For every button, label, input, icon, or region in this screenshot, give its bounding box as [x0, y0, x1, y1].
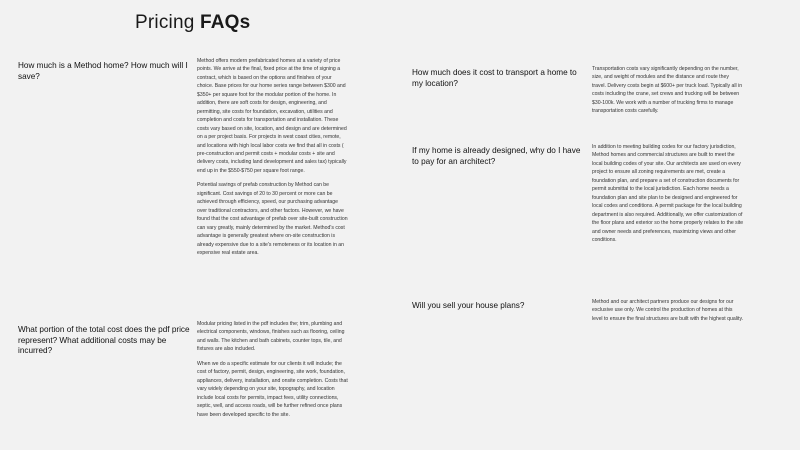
page-title-pricing: Pricing: [135, 12, 195, 33]
faq-answer-paragraph: When we do a specific estimate for our clients it will include; the cost of factory, permit, design, engineering, site work, foundation, appliances, delivery, installation, and onsite completion. Costs that vary widely depending on your site, topography, and location include local costs for permits, impact fees, utility connections, septic, well, and access roads, will be further refined once plans have been developed specific to the site.: [197, 360, 348, 418]
faq-answer-paragraph: Method and our architect partners produce our designs for our exclusive use only. We control the production of homes at this level to ensure the final structures are built with the highest quality.: [592, 299, 744, 322]
faq-answer-paragraph: Modular pricing listed in the pdf includes the; trim, plumbing and electrical components, windows, finishes such as flooring, ceiling and walls. The kitchen and bath cabinets, counter tops, tile, and fixtures are also included.: [197, 321, 345, 353]
faq-question-pdf-price: What portion of the total cost does the pdf price represent? What additional costs may be incurred?: [18, 325, 190, 355]
faq-answer-architect: [592, 143, 744, 244]
faq-answer-pdf-price: [197, 320, 349, 419]
faq-answer-paragraph: Potential savings of prefab construction by Method can be significant. Cost savings of 20 to 30 percent or more can be achieved through efficiency, speed, our purchasing advantage over traditional contractors, and other factors. However, we have found that the cost advantage of prefab over site-built construction can vary greatly, mainly determined by the market. Method's cost advantage is generally greatest where on-site construction is already expensive due to a site's remoteness or its location in an expensive real estate area.: [197, 182, 348, 256]
faq-question-architect: If my home is already designed, why do I have to pay for an architect?: [412, 146, 581, 166]
faq-question-home-cost: How much is a Method home? How much will I save?: [18, 61, 188, 81]
faq-question-house-plans: Will you sell your house plans?: [412, 301, 525, 310]
faq-answer-paragraph: Method offers modern prefabricated homes at a variety of price points. We arrive at the final, fixed price at the time of signing a contract, which is based on the options and finishes of your choice. Base prices for our home series range between $300 and $350+ per square foot for the modular portion of the home. In addition, there are soft costs for design, engineering, and permitting, site costs for foundation, excavation, utilities and completion and costs for transportation and installation. These costs vary based on site, location, and design and are determined on a per project basis. For projects in west coast cities, remote, and locations with high local labor costs we find that all in costs ( pre-construction and permit costs + modular costs + site and delivery costs, including land development and sales tax) typically end up in the $550-$750 per square foot range.: [197, 58, 347, 174]
faq-answer-paragraph: In addition to meeting building codes for our factory jurisdiction, Method homes and commercial structures are built to meet the local building codes of your site. Our architects are used on every project to ensure all zoning requirements are met, create a foundation plan, and prepare a set of construction documents for permit submittal to the local jurisdiction. Each home needs a foundation plan and site plan to be designed and engineered for local codes and conditions. A permit package for the local building department is also required. Additionally, we offer customization of the floor plans and exterior so the home properly relates to the site and owner needs and preferences, maximizing views and other conditions.: [592, 144, 744, 243]
page-title: [135, 12, 250, 34]
faq-question-transport-cost: How much does it cost to transport a home to my location?: [412, 68, 577, 88]
faq-answer-transport-cost: [592, 65, 744, 116]
faq-answer-paragraph: Transportation costs vary significantly depending on the number, size, and weight of modules and the distance and route they travel. Delivery costs begin at $600+ per truck load. Typically all in costs including the crane, set crews and trucking will be between $30-100k. We work with a number of trucking firms to manage transportation costs carefully.: [592, 66, 743, 115]
faq-answer-home-cost: [197, 57, 349, 257]
page-title-faqs: FAQs: [199, 12, 251, 33]
faq-answer-house-plans: [592, 298, 744, 323]
